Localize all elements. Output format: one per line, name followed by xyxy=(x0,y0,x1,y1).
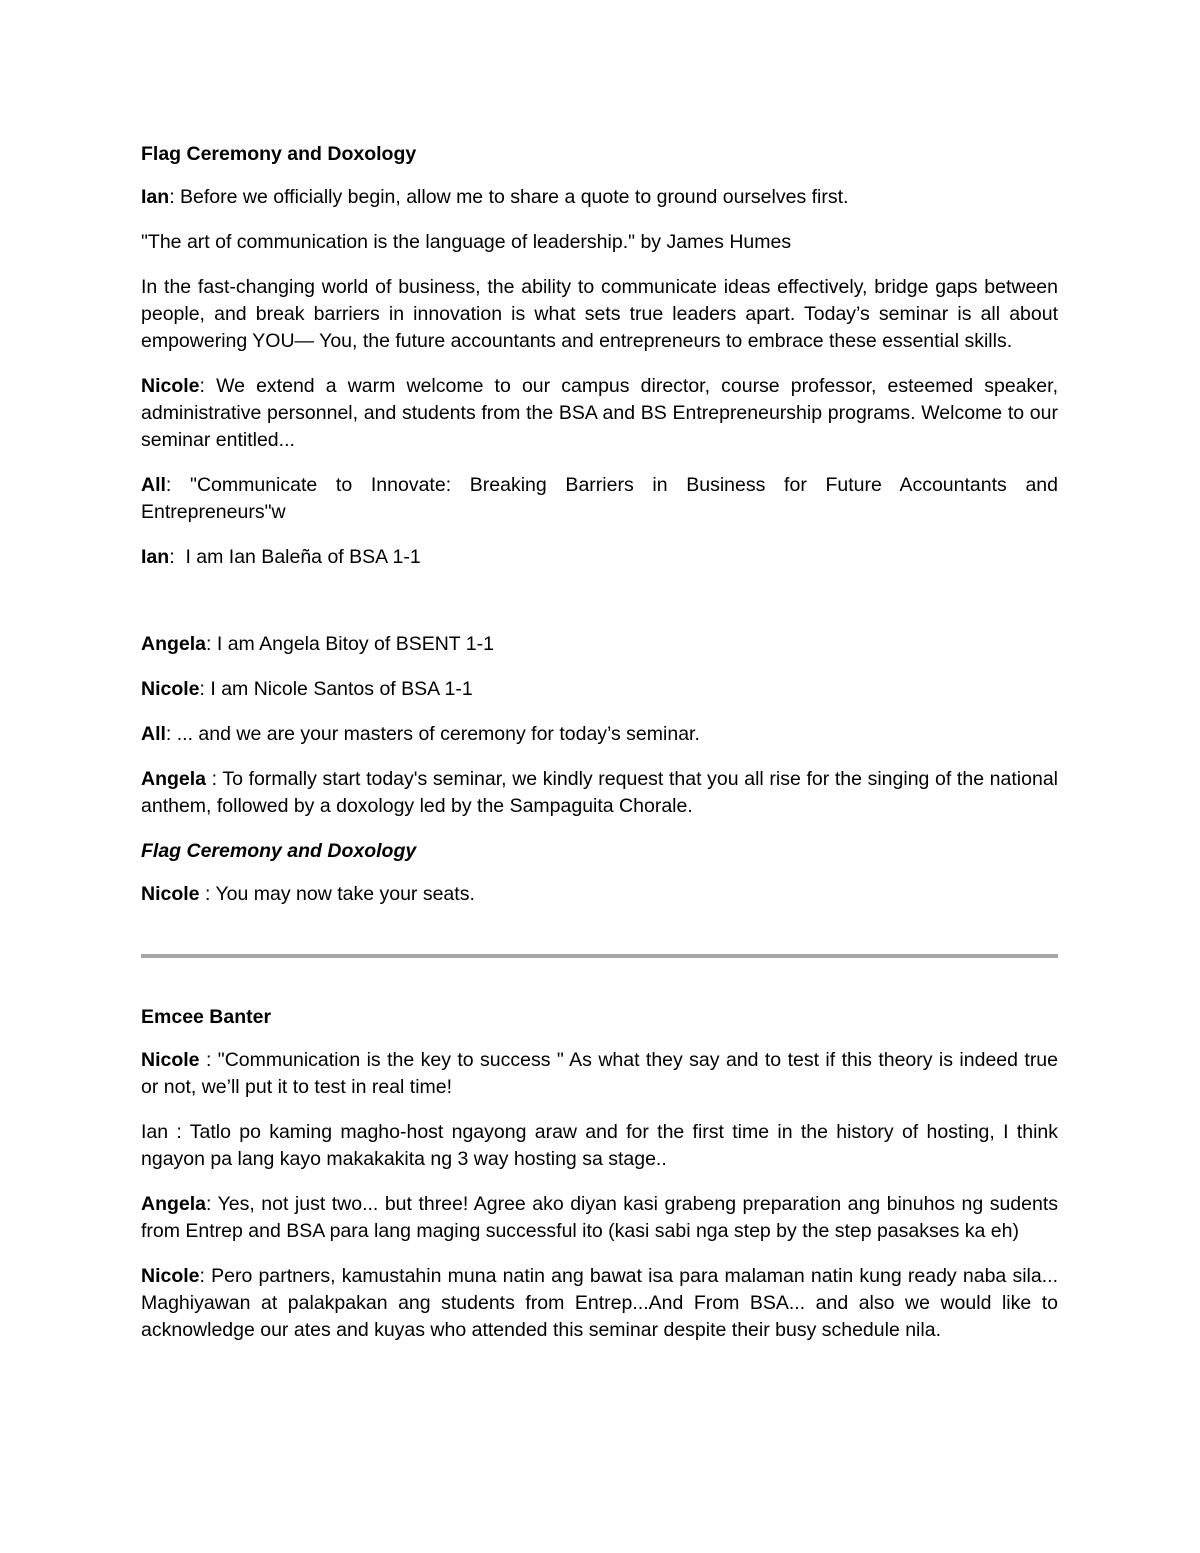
script-line-nicole-5: Nicole: Pero partners, kamustahin muna natin ang bawat isa para malaman natin kung ready naba sila... Maghiyawan at palakpakan ang students from Entrep...And From BSA... and also we would like to acknowledge our ates and kuyas who attended this seminar despite their busy schedule nila. xyxy=(141,1265,1058,1341)
script-line-ian-1: Ian: Before we officially begin, allow me to share a quote to ground ourselves first. xyxy=(141,186,849,208)
line-text: You may now take your seats. xyxy=(210,883,475,905)
speaker-name: Angela xyxy=(141,633,207,655)
speaker-name: Ian xyxy=(141,546,170,568)
speaker-name: All xyxy=(141,474,166,496)
script-line-ian-2: Ian: I am Ian Baleña of BSA 1-1 xyxy=(141,546,421,568)
section-heading-emcee-banter: Emcee Banter xyxy=(141,1006,272,1028)
line-text: I am Ian Baleña of BSA 1-1 xyxy=(174,546,421,568)
line-text: Pero partners, kamustahin muna natin ang bawat isa para malaman natin kung ready naba sila... Maghiyawan at palakpakan ang students from Entrep...And From BSA... and also we would like to acknowledge our ates and kuyas who attended this seminar despite their busy schedule nila. xyxy=(141,1265,1058,1341)
blank-line xyxy=(141,589,1058,631)
intro-paragraph: In the fast-changing world of business, the ability to communicate ideas effectively, bridge gaps between people, and break barriers in innovation is what sets true leaders apart. Today’s seminar is all about empowering YOU— You, the future accountants and entrepreneurs to embrace these essential skills. xyxy=(141,276,1058,352)
script-line-all-2: All: ... and we are your masters of ceremony for today’s seminar. xyxy=(141,723,700,745)
cue-flag-ceremony: Flag Ceremony and Doxology xyxy=(141,840,417,862)
speaker-name: Angela xyxy=(141,768,207,790)
script-line-nicole-3: Nicole : You may now take your seats. xyxy=(141,883,475,905)
script-line-nicole-1: Nicole: We extend a warm welcome to our campus director, course professor, esteemed speaker, administrative personnel, and students from the BSA and BS Entrepreneurship programs. Welcome to our seminar entitled... xyxy=(141,375,1058,451)
line-text: "Communication is the key to success " As what they say and to test if this theory is indeed true or not, we’ll put it to test in real time! xyxy=(141,1049,1058,1098)
script-line-angela-2: Angela : To formally start today's seminar, we kindly request that you all rise for the singing of the national anthem, followed by a doxology led by the Sampaguita Chorale. xyxy=(141,768,1058,817)
speaker-name: Nicole xyxy=(141,375,200,397)
line-text: ... and we are your masters of ceremony for today’s seminar. xyxy=(171,723,700,745)
speaker-name: Angela xyxy=(141,1193,207,1215)
line-text: Yes, not just two... but three! Agree ako diyan kasi grabeng preparation ang binuhos ng sudents from Entrep and BSA para lang maging successful ito (kasi sabi nga step by the step pasakses ka eh) xyxy=(141,1193,1058,1242)
line-text: Before we officially begin, allow me to share a quote to ground ourselves first. xyxy=(174,186,849,208)
script-line-angela-1: Angela: I am Angela Bitoy of BSENT 1-1 xyxy=(141,633,494,655)
script-line-nicole-4: Nicole : "Communication is the key to success " As what they say and to test if this theory is indeed true or not, we’ll put it to test in real time! xyxy=(141,1049,1058,1098)
document-page xyxy=(141,141,1058,1362)
speaker-name: All xyxy=(141,723,166,745)
section-heading-flag-ceremony: Flag Ceremony and Doxology xyxy=(141,143,417,165)
line-text: I am Nicole Santos of BSA 1-1 xyxy=(204,678,473,700)
speaker-name: Nicole xyxy=(141,678,200,700)
speaker-name: Nicole xyxy=(141,883,200,905)
speaker-name: Nicole xyxy=(141,1049,200,1071)
script-line-all-1: All: "Communicate to Innovate: Breaking Barriers in Business for Future Accountants and Entrepreneurs"w xyxy=(141,474,1058,523)
script-line-ian-3: Ian : Tatlo po kaming magho-host ngayong araw and for the first time in the history of hosting, I think ngayon pa lang kayo makakakita ng 3 way hosting sa stage.. xyxy=(141,1121,1058,1170)
line-text: "Communicate to Innovate: Breaking Barriers in Business for Future Accountants and Entrepreneurs"w xyxy=(141,474,1058,523)
quote-line: "The art of communication is the language of leadership." by James Humes xyxy=(141,231,792,253)
line-text: I am Angela Bitoy of BSENT 1-1 xyxy=(211,633,494,655)
script-line-nicole-2: Nicole: I am Nicole Santos of BSA 1-1 xyxy=(141,678,473,700)
script-line-angela-3: Angela: Yes, not just two... but three! Agree ako diyan kasi grabeng preparation ang binuhos ng sudents from Entrep and BSA para lang maging successful ito (kasi sabi nga step by the step pasakses ka eh) xyxy=(141,1193,1058,1242)
line-text: We extend a warm welcome to our campus director, course professor, esteemed speaker, administrative personnel, and students from the BSA and BS Entrepreneurship programs. Welcome to our seminar entitled... xyxy=(141,375,1058,451)
horizontal-divider xyxy=(141,954,1058,958)
line-text: To formally start today's seminar, we kindly request that you all rise for the singing of the national anthem, followed by a doxology led by the Sampaguita Chorale. xyxy=(141,768,1058,817)
speaker-name: Ian xyxy=(141,186,170,208)
speaker-name: Nicole xyxy=(141,1265,200,1287)
